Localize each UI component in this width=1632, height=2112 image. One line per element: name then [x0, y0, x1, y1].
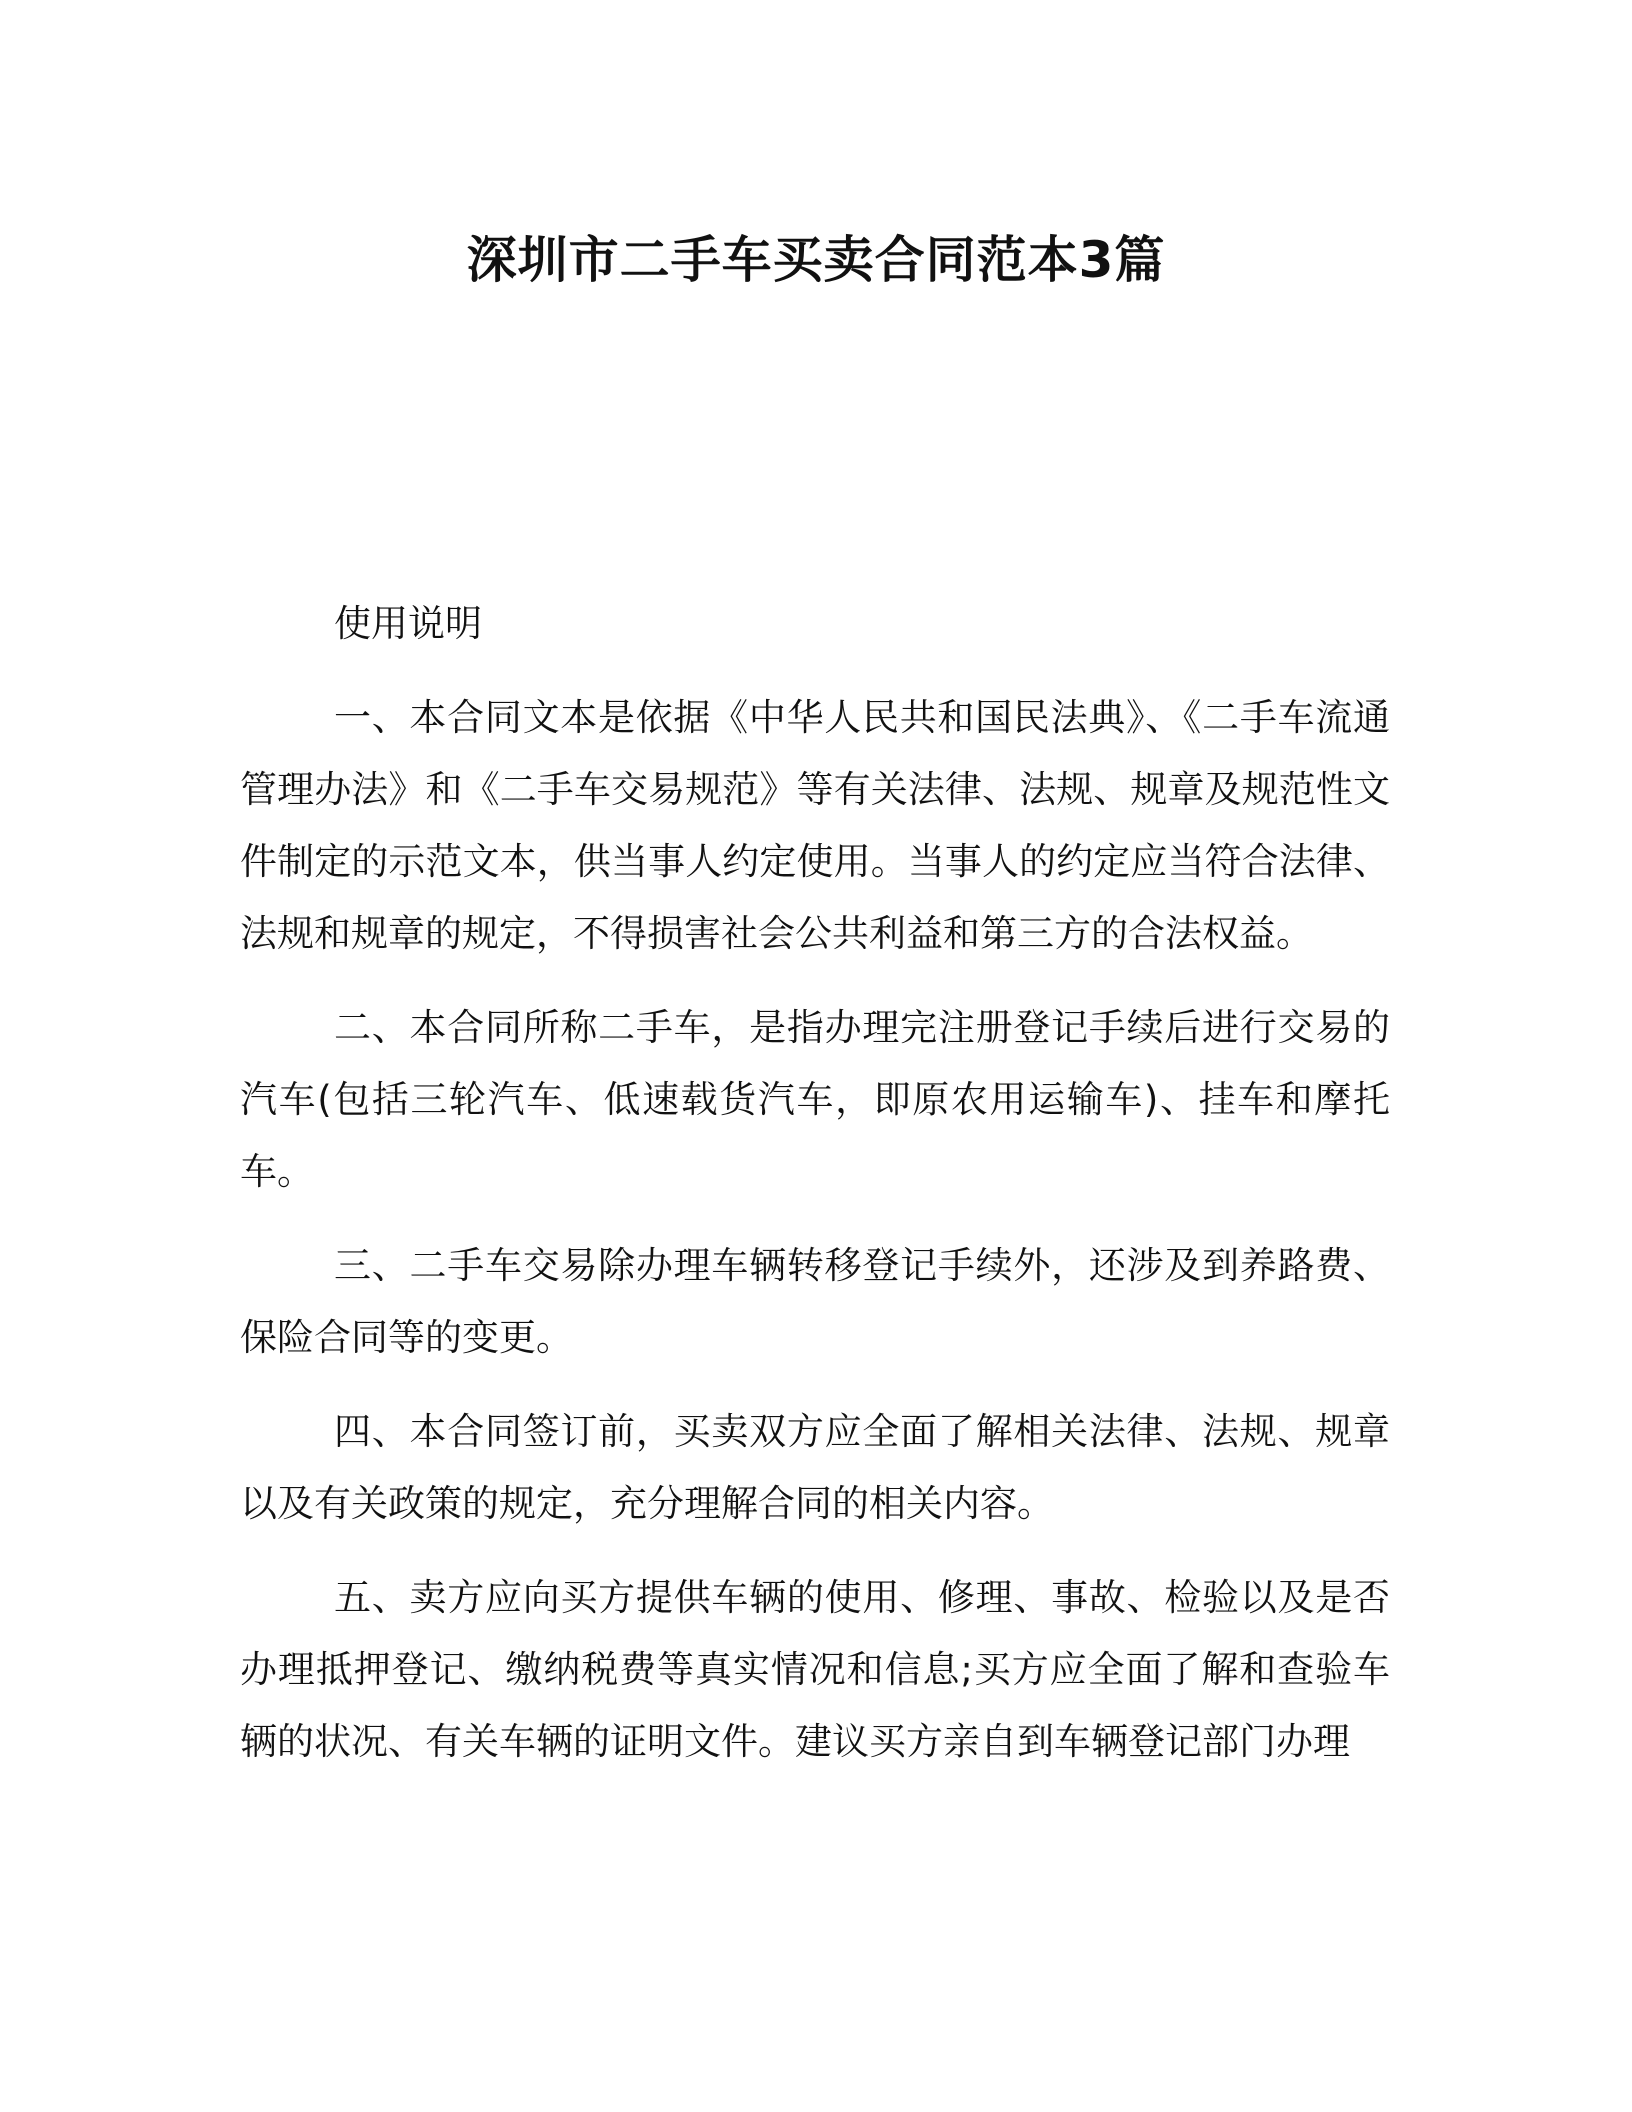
section-heading: 使用说明 — [334, 602, 482, 645]
paragraph-3: 三、二手车交易除办理车辆转移登记手续外，还涉及到养路费、保险合同等的变更。 — [240, 1244, 1390, 1359]
paragraph-5: 五、卖方应向买方提供车辆的使用、修理、事故、检验以及是否办理抵押登记、缴纳税费等真实情况和信息;买方应全面了解和查验车辆的状况、有关车辆的证明文件。建议买方亲自到车辆登记部门办理 — [240, 1576, 1390, 1763]
document-title: 深圳市二手车买卖合同范本3篇 — [466, 231, 1166, 289]
paragraph-1: 一、本合同文本是依据《中华人民共和国民法典》、《二手车流通管理办法》和《二手车交易规范》等有关法律、法规、规章及规范性文件制定的示范文本，供当事人约定使用。当事人的约定应当符合法律、法规和规章的规定，不得损害社会公共利益和第三方的合法权益。 — [240, 696, 1390, 955]
document-body — [240, 588, 1390, 1800]
paragraph-2: 二、本合同所称二手车，是指办理完注册登记手续后进行交易的汽车(包括三轮汽车、低速载货汽车，即原农用运输车)、挂车和摩托车。 — [240, 1006, 1390, 1193]
paragraph-4: 四、本合同签订前，买卖双方应全面了解相关法律、法规、规章以及有关政策的规定，充分理解合同的相关内容。 — [240, 1410, 1390, 1525]
